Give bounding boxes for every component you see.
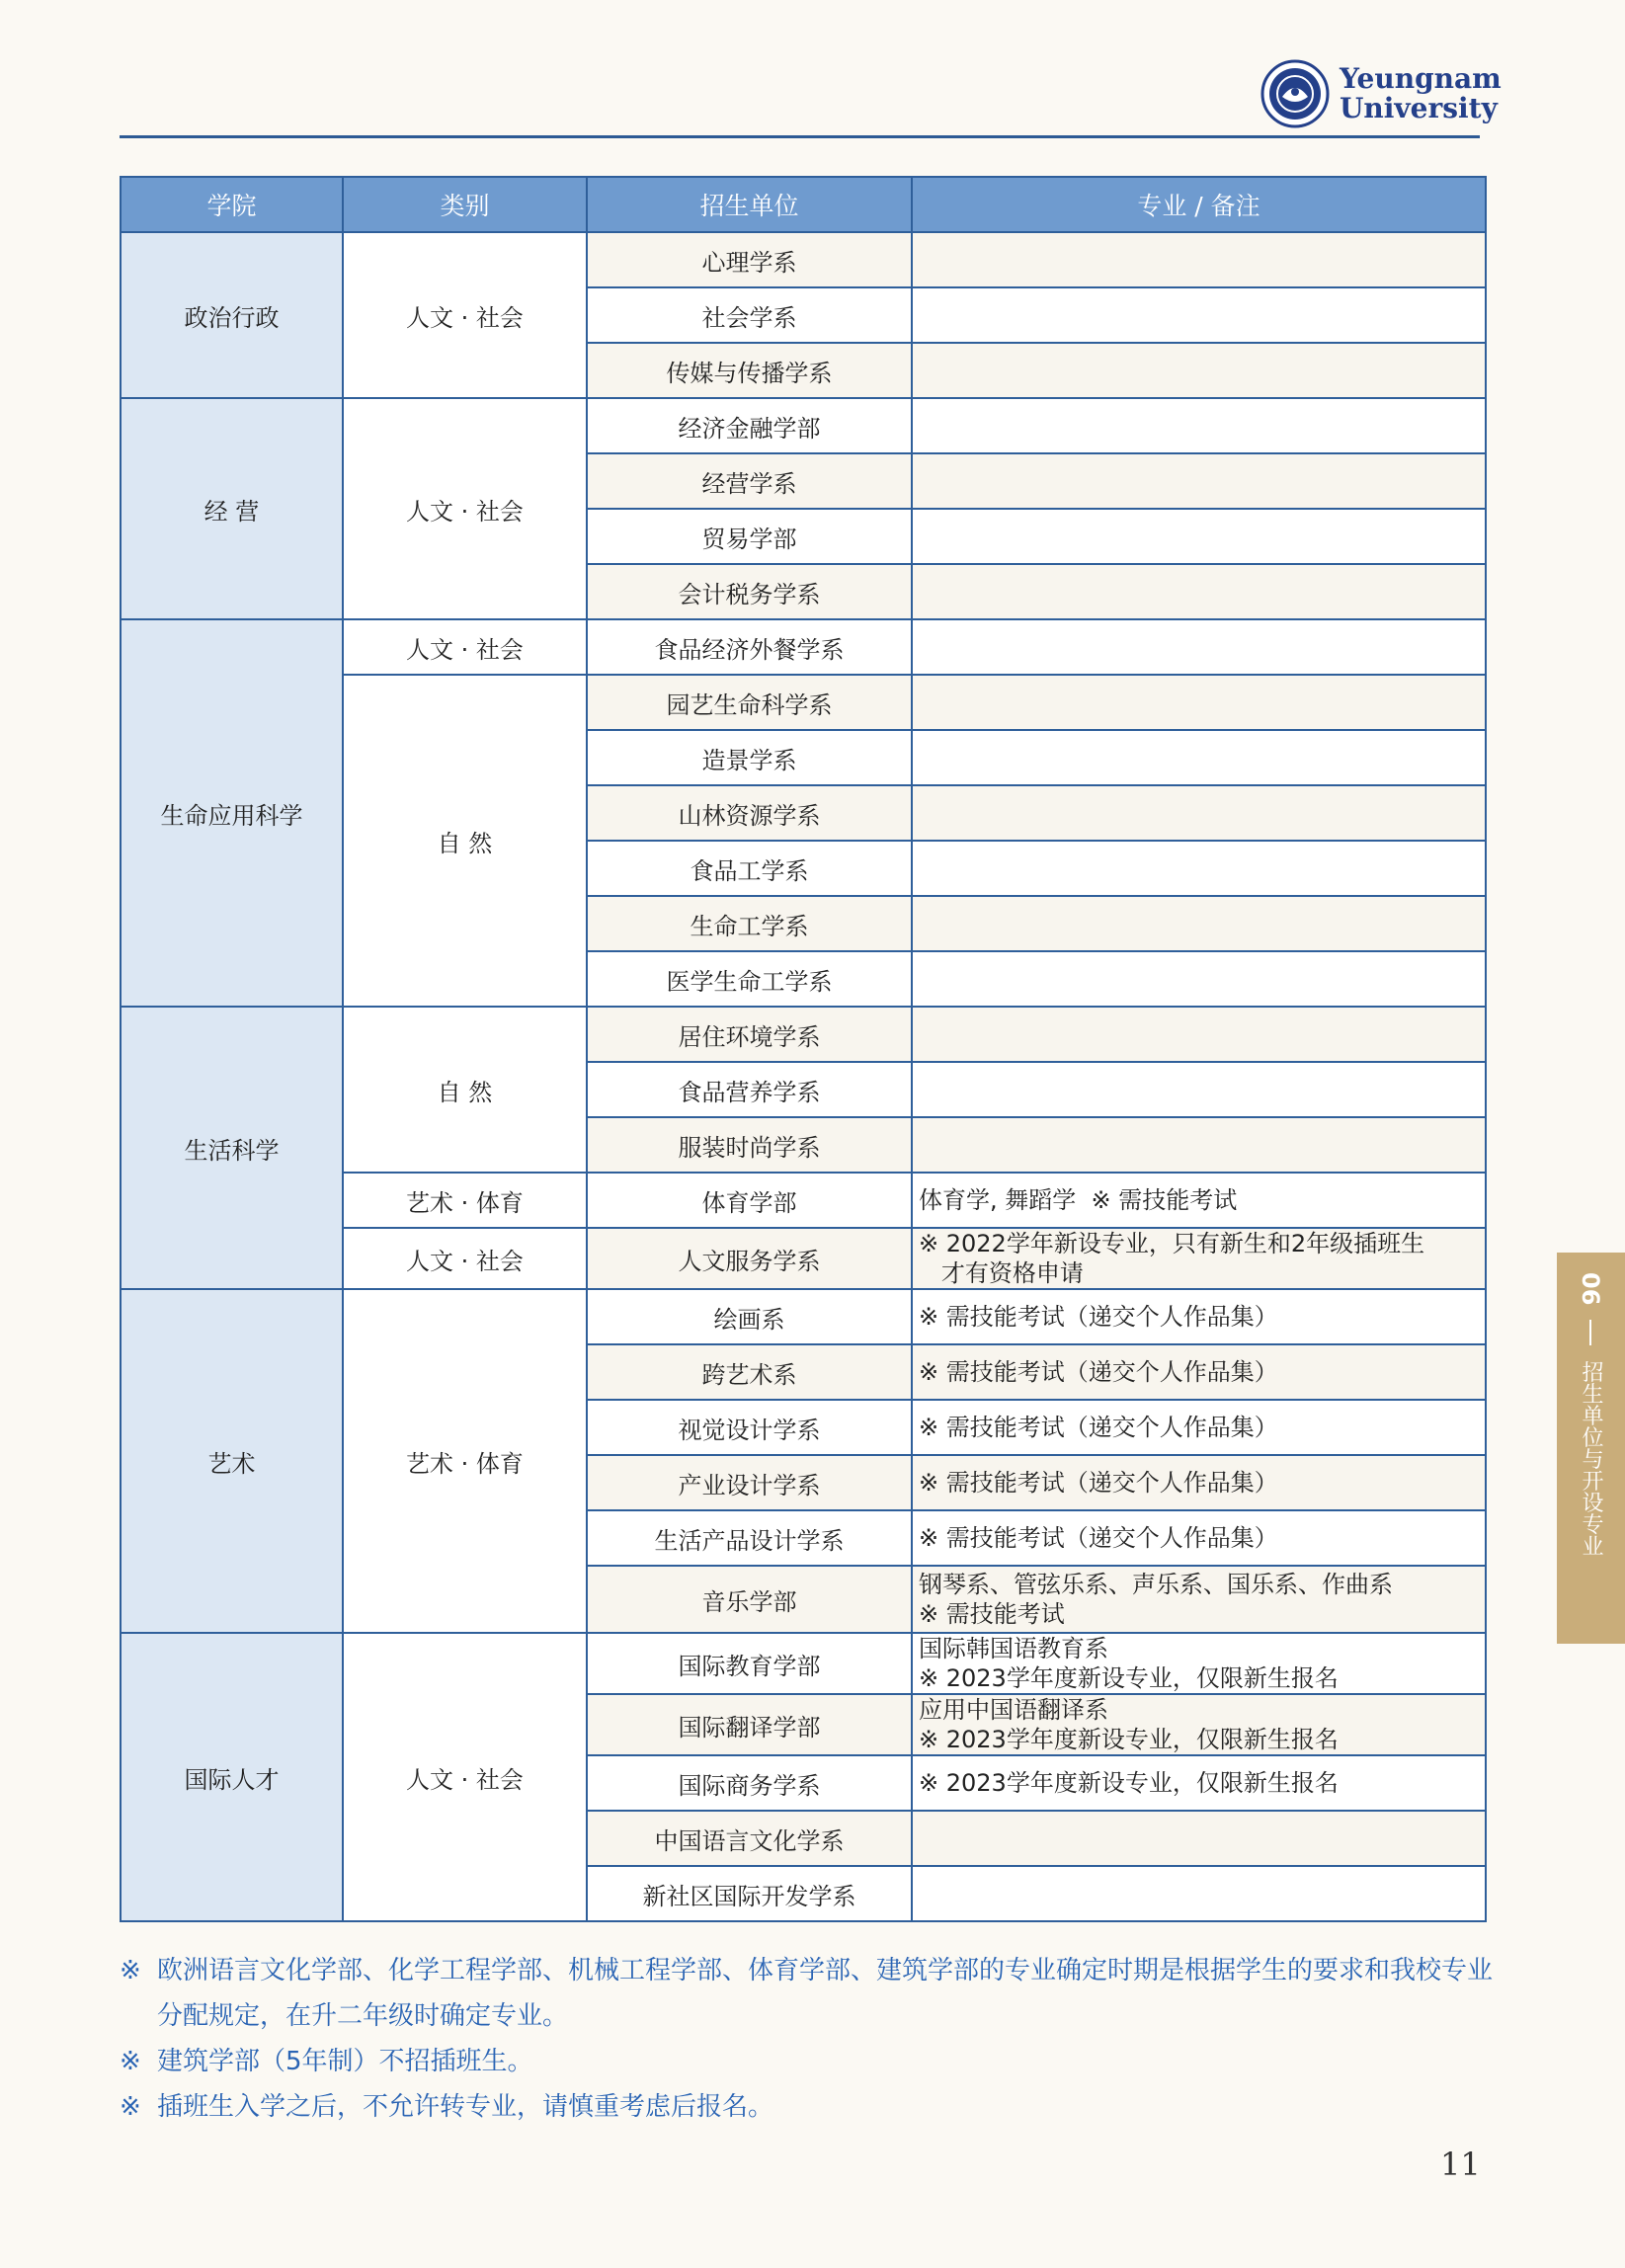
university-logo: [1260, 59, 1502, 128]
note-line: 国际韩国语教育系: [919, 1635, 1108, 1662]
unit-cell: 经营学系: [587, 453, 912, 509]
unit-cell: 生活产品设计学系: [587, 1510, 912, 1566]
note-cell: [912, 951, 1486, 1007]
reference-mark-icon: ※: [120, 2092, 141, 2122]
reference-mark-icon: ※: [120, 1956, 141, 1985]
note-cell: [912, 1062, 1486, 1117]
note-cell: [912, 1811, 1486, 1866]
unit-cell: 人文服务学系: [587, 1228, 912, 1289]
table-row: [121, 1633, 1486, 1694]
chapter-label: 招生单位与开设专业: [1579, 1360, 1603, 1557]
unit-cell: 体育学部: [587, 1173, 912, 1228]
college-cell: 政治行政: [121, 232, 343, 398]
note-cell: [912, 1455, 1486, 1510]
college-cell: 生活科学: [121, 1007, 343, 1289]
unit-cell: 生命工学系: [587, 896, 912, 951]
note-cell: [912, 785, 1486, 841]
note-cell: [912, 1866, 1486, 1921]
note-cell: [912, 1566, 1486, 1633]
unit-cell: 产业设计学系: [587, 1455, 912, 1510]
category-cell: 人文 · 社会: [343, 1228, 587, 1289]
note-cell: [912, 841, 1486, 896]
unit-cell: 国际翻译学部: [587, 1694, 912, 1755]
unit-cell: 服装时尚学系: [587, 1117, 912, 1173]
unit-cell: 传媒与传播学系: [587, 343, 912, 398]
note-cell: [912, 453, 1486, 509]
unit-cell: 食品经济外餐学系: [587, 619, 912, 675]
note-cell: [912, 1344, 1486, 1400]
note-line: ※ 需技能考试（递交个人作品集）: [919, 1414, 1278, 1441]
note-cell: [912, 564, 1486, 619]
note-line: ※ 需技能考试（递交个人作品集）: [919, 1303, 1278, 1331]
category-cell: 人文 · 社会: [343, 619, 587, 675]
note-cell: [912, 398, 1486, 453]
unit-cell: 国际教育学部: [587, 1633, 912, 1694]
logo-line-2: University: [1340, 92, 1498, 124]
note-cell: [912, 1117, 1486, 1173]
college-cell: 国际人才: [121, 1633, 343, 1921]
note-cell: [912, 1173, 1486, 1228]
table-row: [121, 398, 1486, 453]
note-line: 应用中国语翻译系: [919, 1696, 1108, 1724]
note-cell: [912, 675, 1486, 730]
unit-cell: 食品营养学系: [587, 1062, 912, 1117]
note-line: 体育学, 舞蹈学 ※ 需技能考试: [919, 1186, 1238, 1214]
university-seal-icon: [1260, 59, 1330, 128]
unit-cell: 经济金融学部: [587, 398, 912, 453]
note-line: ※ 需技能考试（递交个人作品集）: [919, 1358, 1278, 1386]
unit-cell: 跨艺术系: [587, 1344, 912, 1400]
college-cell: 生命应用科学: [121, 619, 343, 1007]
unit-cell: 山林资源学系: [587, 785, 912, 841]
college-cell: 艺术: [121, 1289, 343, 1633]
unit-cell: 绘画系: [587, 1289, 912, 1344]
table-row: [121, 232, 1486, 287]
unit-cell: 食品工学系: [587, 841, 912, 896]
note-line: ※ 2022学年新设专业，只有新生和2年级插班生: [919, 1230, 1425, 1257]
logo-line-1: Yeungnam: [1340, 62, 1502, 95]
table-row: [121, 1007, 1486, 1062]
note-line: 钢琴系、管弦乐系、声乐系、国乐系、作曲系: [919, 1571, 1393, 1598]
unit-cell: 新社区国际开发学系: [587, 1866, 912, 1921]
header-category: 类别: [343, 177, 587, 232]
note-line: 才有资格申请: [919, 1259, 1084, 1287]
unit-cell: 造景学系: [587, 730, 912, 785]
unit-cell: 视觉设计学系: [587, 1400, 912, 1455]
category-cell: 人文 · 社会: [343, 232, 587, 398]
note-line: ※ 2023学年度新设专业，仅限新生报名: [919, 1726, 1339, 1753]
note-line: ※ 需技能考试（递交个人作品集）: [919, 1524, 1278, 1552]
note-cell: [912, 1289, 1486, 1344]
category-cell: 人文 · 社会: [343, 1633, 587, 1921]
unit-cell: 医学生命工学系: [587, 951, 912, 1007]
category-cell: 艺术 · 体育: [343, 1289, 587, 1633]
note-cell: [912, 1510, 1486, 1566]
header-rule: [120, 135, 1480, 138]
unit-cell: 心理学系: [587, 232, 912, 287]
note-cell: [912, 1400, 1486, 1455]
footnote-text: 欧洲语言文化学部、化学工程学部、机械工程学部、体育学部、建筑学部的专业确定时期是根据学生的要求和我校专业分配规定，在升二年级时确定专业。: [157, 1956, 1494, 2031]
note-cell: [912, 232, 1486, 287]
university-name: [1340, 64, 1502, 123]
note-line: ※ 需技能考试: [919, 1600, 1065, 1628]
footnote-text: 插班生入学之后，不允许转专业，请慎重考虑后报名。: [157, 2092, 774, 2122]
note-cell: [912, 509, 1486, 564]
note-cell: [912, 619, 1486, 675]
unit-cell: 会计税务学系: [587, 564, 912, 619]
footnote-text: 建筑学部（5年制）不招插班生。: [157, 2047, 533, 2076]
unit-cell: 国际商务学系: [587, 1755, 912, 1811]
header-note: 专业 / 备注: [912, 177, 1486, 232]
chapter-number: 06: [1577, 1272, 1604, 1306]
chapter-side-tab: [1557, 1253, 1625, 1644]
category-cell: 艺术 · 体育: [343, 1173, 587, 1228]
note-cell: [912, 1007, 1486, 1062]
unit-cell: 园艺生命科学系: [587, 675, 912, 730]
note-cell: [912, 287, 1486, 343]
page-number: 11: [1440, 2146, 1481, 2183]
note-line: ※ 2023学年度新设专业，仅限新生报名: [919, 1769, 1339, 1797]
note-cell: [912, 1228, 1486, 1289]
footnote: [120, 1948, 1493, 2039]
unit-cell: 居住环境学系: [587, 1007, 912, 1062]
category-cell: 自 然: [343, 675, 587, 1007]
unit-cell: 贸易学部: [587, 509, 912, 564]
category-cell: 自 然: [343, 1007, 587, 1173]
college-cell: 经 营: [121, 398, 343, 619]
note-cell: [912, 1633, 1486, 1694]
reference-mark-icon: ※: [120, 2047, 141, 2076]
footnote: [120, 2084, 1493, 2130]
category-cell: 人文 · 社会: [343, 398, 587, 619]
unit-cell: 音乐学部: [587, 1566, 912, 1633]
table-row: [121, 619, 1486, 675]
note-cell: [912, 1694, 1486, 1755]
note-cell: [912, 730, 1486, 785]
unit-cell: 中国语言文化学系: [587, 1811, 912, 1866]
note-cell: [912, 1755, 1486, 1811]
chapter-divider: [1589, 1320, 1591, 1345]
header-unit: 招生单位: [587, 177, 912, 232]
footnote: [120, 2039, 1493, 2084]
unit-cell: 社会学系: [587, 287, 912, 343]
note-line: ※ 需技能考试（递交个人作品集）: [919, 1469, 1278, 1497]
majors-table: [120, 176, 1487, 1922]
table-header-row: [121, 177, 1486, 232]
note-cell: [912, 896, 1486, 951]
footnotes: [120, 1948, 1493, 2130]
table-row: [121, 1289, 1486, 1344]
note-line: ※ 2023学年度新设专业，仅限新生报名: [919, 1664, 1339, 1692]
note-cell: [912, 343, 1486, 398]
header-college: 学院: [121, 177, 343, 232]
